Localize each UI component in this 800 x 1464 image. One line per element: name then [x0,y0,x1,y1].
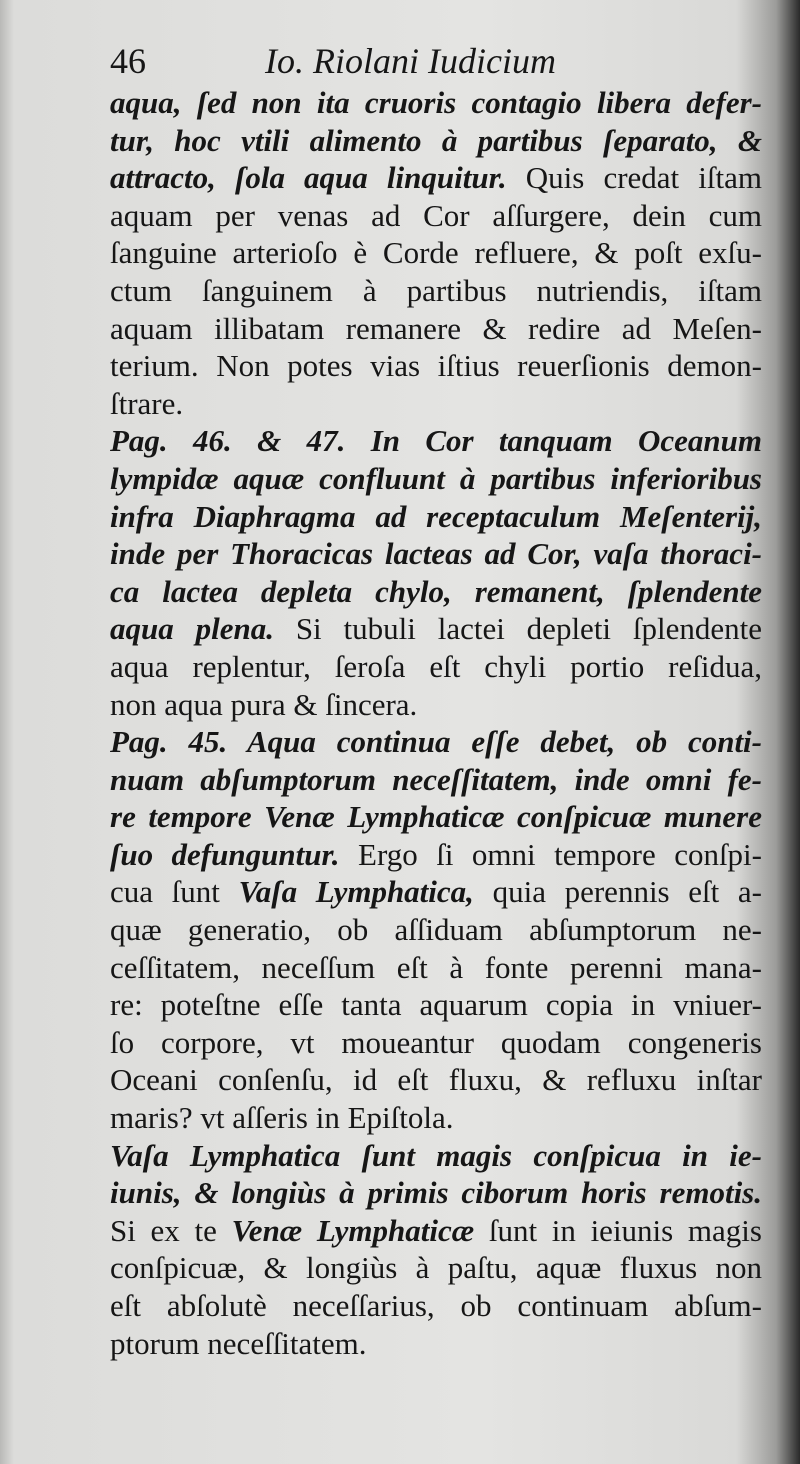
text-line [110,686,762,724]
text-line [110,873,762,911]
italic-run: tur, hoc vtili alimento à partibus ſeparato, [110,122,738,158]
text-line [110,1249,762,1287]
roman-run: Ergo ſi omni tempore conſpi- [339,836,762,872]
roman-run: cua ſunt [110,874,239,910]
roman-run: terium. Non potes vias iſtius reuerſionis demon- [110,348,762,384]
italic-run: Pag. 46. & 47. In Cor tanquam Oceanum [110,423,762,459]
text-line [110,610,762,648]
roman-run: Oceani conſenſu, id eſt fluxu, & refluxu inſtar [110,1062,762,1098]
roman-run: aquam per venas ad Cor aſſurgere, dein cum [110,197,762,233]
text-line [110,573,762,611]
italic-run: & [737,122,762,158]
text-line [110,648,762,686]
italic-run: lympidæ aquæ confluunt à partibus inferioribus [110,460,762,496]
text-line [110,310,762,348]
text-line [110,949,762,987]
page-text [110,38,762,1362]
roman-run: quæ generatio, ob aſſiduam abſumptorum ne- [110,912,762,948]
roman-run: ſtrare. [110,385,184,421]
text-line [110,84,762,122]
roman-run: maris? vt aſſeris in Epiſtola. [110,1100,454,1136]
text-line [110,498,762,536]
text-line [110,460,762,498]
text-line [110,385,762,423]
page-number: 46 [110,41,146,81]
text-line [110,1287,762,1325]
roman-run: conſpicuæ, & longiùs à paſtu, aquæ fluxus non [110,1250,762,1286]
text-line [110,1174,762,1212]
roman-run: ptorum neceſſitatem. [110,1325,367,1361]
text-line [110,986,762,1024]
roman-run: ſo corpore, vt moueantur quodam congeneris [110,1024,762,1060]
text-line [110,911,762,949]
running-header [110,38,762,84]
roman-run: ceſſitatem, neceſſum eſt à fonte perenni mana- [110,949,762,985]
roman-run: non aqua pura & ſincera. [110,686,418,722]
text-line [110,1024,762,1062]
text-line [110,761,762,799]
italic-run: inde per Thoracicas lacteas ad Cor, vaſa thoraci- [110,536,762,572]
italic-run: Venæ Lymphaticæ [231,1212,475,1248]
roman-run: ſanguine arterioſo è Corde refluere, & poſt exſu- [110,235,762,271]
text-line [110,723,762,761]
roman-run: Si tubuli lactei depleti ſplendente [273,611,762,647]
italic-run: aqua, ſed non ita cruoris contagio libera defer- [110,85,762,120]
text-line [110,535,762,573]
italic-run: iunis, & longiùs à primis ciborum horis remotis. [110,1175,762,1211]
text-line [110,1212,762,1250]
roman-run: quia perennis eſt a- [473,874,762,910]
text-line [110,272,762,310]
roman-run: Si ex te [110,1212,232,1248]
text-line [110,1137,762,1175]
roman-run: re: poteſtne eſſe tanta aquarum copia in vniuer- [110,987,762,1023]
text-line [110,347,762,385]
roman-run: eſt abſolutè neceſſarius, ob continuam abſum- [110,1288,762,1323]
italic-run: infra Diaphragma ad receptaculum Meſenterij, [110,498,762,534]
italic-run: Pag. 45. Aqua continua eſſe debet, ob conti- [110,724,762,760]
roman-run: ſunt in ieiunis magis [474,1212,762,1248]
italic-run: attracto, ſola aqua linquitur. [110,160,507,196]
italic-run: ſuo defunguntur. [110,836,340,872]
text-line [110,122,762,160]
body-text [110,84,762,1362]
running-title: Io. Riolani Iudicium [265,41,556,81]
italic-run: re tempore Venæ Lymphaticæ conſpicuæ munere [110,799,762,835]
roman-run: ctum ſanguinem à partibus nutriendis, iſtam [110,272,762,308]
text-line [110,836,762,874]
roman-run: aqua replentur, ſeroſa eſt chyli portio reſidua, [110,648,762,684]
text-line [110,234,762,272]
italic-run: Vaſa Lymphatica ſunt magis conſpicua in ie- [110,1137,762,1173]
italic-run: nuam abſumptorum neceſſitatem, inde omni fe- [110,761,762,797]
text-line [110,159,762,197]
italic-run: aqua plena. [110,611,274,647]
text-line [110,1099,762,1137]
text-line [110,1325,762,1363]
roman-run: Quis credat iſtam [506,160,762,196]
text-line [110,422,762,460]
roman-run: aquam illibatam remanere & redire ad Meſen- [110,310,762,346]
text-line [110,197,762,235]
italic-run: ca lactea depleta chylo, remanent, ſplendente [110,573,762,609]
text-line [110,1061,762,1099]
text-line [110,798,762,836]
italic-run: Vaſa Lymphatica, [238,874,474,910]
